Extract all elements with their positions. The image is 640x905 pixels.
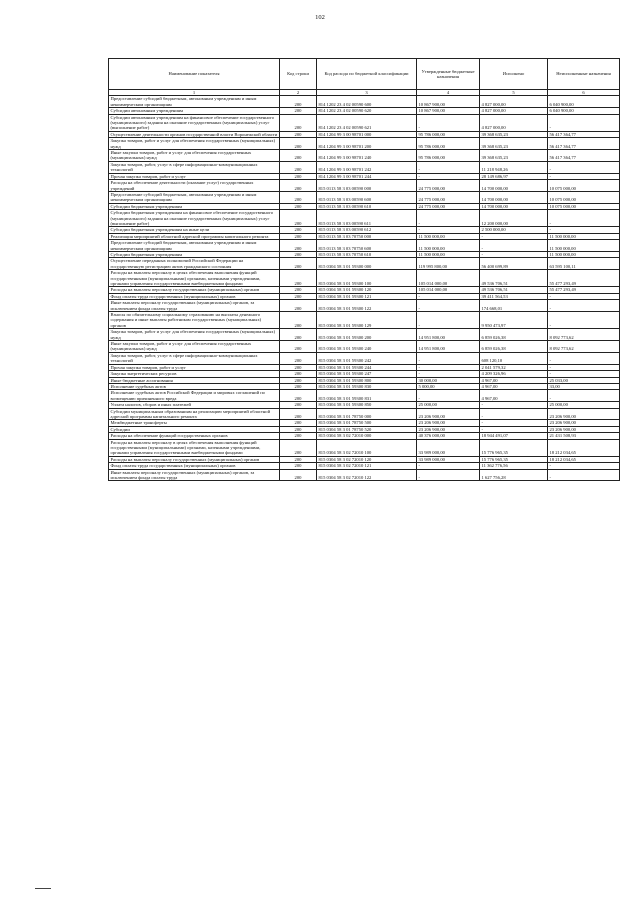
- row-name: Закупка товаров, работ, услуг в сфере информационно-коммуникационных технологий: [109, 352, 280, 364]
- row-budget-code: 815 0304 58 3 02 72010 121: [317, 463, 417, 469]
- row-unexecuted: 56 417 364,77: [548, 131, 620, 137]
- row-budget-code: 815 0304 58 3 01 78750 000: [317, 408, 417, 420]
- row-executed: 4 827 000,00: [480, 108, 548, 114]
- col-header-line-code: Код строки: [280, 59, 317, 90]
- row-line-code: 200: [280, 173, 317, 179]
- row-approved: -: [417, 390, 480, 402]
- row-executed: 39 368 635,23: [480, 131, 548, 137]
- row-name: Субсидии автономным учреждениям: [109, 108, 280, 114]
- row-executed: 9 950 473,97: [480, 312, 548, 329]
- row-line-code: 200: [280, 210, 317, 227]
- row-name: Закупка энергетических ресурсов: [109, 371, 280, 377]
- row-budget-code: 815 0113 58 3 03 00590 611: [317, 210, 417, 227]
- row-executed: 11 218 948,26: [480, 161, 548, 173]
- row-name: Предоставление субсидий бюджетным, автономным учреждениям и иным некоммерческим организациям: [109, 240, 280, 252]
- row-line-code: 200: [280, 456, 317, 462]
- row-executed: 1 627 756,28: [480, 469, 548, 481]
- row-name: Закупка товаров, работ, услуг в сфере информационно-коммуникационных технологий: [109, 161, 280, 173]
- row-unexecuted: 23 206 900,00: [548, 420, 620, 426]
- row-name: Осуществление деятельности органов государственной власти Воронежской области: [109, 131, 280, 137]
- row-name: Прочая закупка товаров, работ и услуг: [109, 173, 280, 179]
- row-unexecuted: 23 206 900,00: [548, 408, 620, 420]
- row-line-code: 200: [280, 191, 317, 203]
- row-budget-code: 814 1204 99 3 00 98701 200: [317, 138, 417, 150]
- row-name: Предоставление субсидий бюджетным, автономным учреждениям и иным некоммерческим организациям: [109, 96, 280, 108]
- row-name: Закупка товаров, работ и услуг для обеспечения государственных (муниципальных) нужд: [109, 138, 280, 150]
- row-executed: -: [480, 240, 548, 252]
- row-executed: 39 411 564,53: [480, 293, 548, 299]
- row-unexecuted: -: [548, 293, 620, 299]
- row-unexecuted: -: [548, 390, 620, 402]
- row-executed: 4 967,00: [480, 377, 548, 383]
- row-approved: 23 206 900,00: [417, 408, 480, 420]
- row-name: Субсидии муниципальным образованиям на реализацию мероприятий областной адресной программы капитального ремонта: [109, 408, 280, 420]
- table-row: [109, 352, 620, 364]
- row-line-code: 200: [280, 96, 317, 108]
- row-name: Уплата налогов, сборов и иных платежей: [109, 402, 280, 408]
- row-line-code: 200: [280, 420, 317, 426]
- row-line-code: 200: [280, 329, 317, 341]
- row-line-code: 200: [280, 258, 317, 270]
- row-budget-code: 815 0304 58 3 01 59300 244: [317, 364, 417, 370]
- row-budget-code: 815 0113 58 3 03 00590 610: [317, 203, 417, 209]
- row-budget-code: 815 0113 58 3 03 70750 000: [317, 233, 417, 239]
- row-unexecuted: 11 500 000,00: [548, 251, 620, 257]
- row-executed: 174 668,01: [480, 300, 548, 312]
- row-budget-code: 815 0304 58 3 02 72010 122: [317, 469, 417, 481]
- row-unexecuted: 25 033,00: [548, 377, 620, 383]
- footer-divider: [35, 888, 51, 889]
- row-budget-code: 815 0304 58 3 01 59300 831: [317, 390, 417, 402]
- row-name: Иные выплаты персоналу государственных (муниципальных) органов, за исключением фонда оплаты труда: [109, 300, 280, 312]
- row-name: Расходы на выплаты персоналу государственных (муниципальных) органов: [109, 456, 280, 462]
- row-approved: -: [417, 352, 480, 364]
- row-approved: 25 000,00: [417, 402, 480, 408]
- row-name: Расходы на выплаты персоналу в целях обеспечения выполнения функций государственными (муниципальными) органами, казенными учреждениями, органами управления государственными внебюджетными фондами: [109, 439, 280, 456]
- col-number: 5: [480, 90, 548, 96]
- table-row: [109, 469, 620, 481]
- row-unexecuted: 10 075 000,00: [548, 191, 620, 203]
- row-line-code: 200: [280, 150, 317, 162]
- row-name: Прочая закупка товаров, работ и услуг: [109, 364, 280, 370]
- row-executed: 11 362 776,56: [480, 463, 548, 469]
- row-line-code: 200: [280, 463, 317, 469]
- row-approved: -: [417, 364, 480, 370]
- row-approved: 33 989 000,00: [417, 456, 480, 462]
- row-name: Иные бюджетные ассигнования: [109, 377, 280, 383]
- row-name: Расходы на обеспечение деятельности (оказание услуг) государственных учреждений: [109, 180, 280, 192]
- row-name: Субсидии автономным учреждениям на финансовое обеспечение государственного (муниципального) задания на оказание государственных (муниципальных) услуг (выполнение работ): [109, 114, 280, 131]
- row-unexecuted: 33,00: [548, 383, 620, 389]
- row-unexecuted: 6 040 900,00: [548, 108, 620, 114]
- row-unexecuted: 6 040 900,00: [548, 96, 620, 108]
- col-number: 6: [548, 90, 620, 96]
- row-unexecuted: 8 092 773,62: [548, 329, 620, 341]
- row-unexecuted: -: [548, 352, 620, 364]
- row-budget-code: 814 1204 99 3 00 98701 240: [317, 150, 417, 162]
- row-unexecuted: 21 431 508,93: [548, 433, 620, 439]
- row-budget-code: 815 0304 58 3 01 59300 120: [317, 287, 417, 293]
- row-budget-code: 815 0304 58 3 01 59300 800: [317, 377, 417, 383]
- table-row: [109, 191, 620, 203]
- row-executed: -: [480, 402, 548, 408]
- row-executed: 14 700 000,00: [480, 180, 548, 192]
- row-name: Осуществление переданных полномочий Российской Федерации на государственную регистрацию актов гражданского состояния: [109, 258, 280, 270]
- row-executed: 39 368 635,23: [480, 138, 548, 150]
- row-unexecuted: 56 417 364,77: [548, 138, 620, 150]
- row-approved: -: [417, 300, 480, 312]
- row-unexecuted: -: [548, 300, 620, 312]
- row-line-code: 200: [280, 439, 317, 456]
- row-executed: 56 400 699,89: [480, 258, 548, 270]
- row-approved: 119 995 800,00: [417, 258, 480, 270]
- row-budget-code: 815 0304 58 3 01 59300 000: [317, 258, 417, 270]
- row-approved: -: [417, 161, 480, 173]
- row-executed: 4 967,00: [480, 390, 548, 402]
- row-executed: 4 827 000,00: [480, 114, 548, 131]
- row-executed: 4 209 326,96: [480, 371, 548, 377]
- row-executed: 6 859 026,38: [480, 341, 548, 353]
- row-line-code: 200: [280, 287, 317, 293]
- row-name: Иные выплаты персоналу государственных (муниципальных) органов, за исключением фонда оплаты труда: [109, 469, 280, 481]
- row-approved: -: [417, 293, 480, 299]
- row-unexecuted: 55 477 293,49: [548, 287, 620, 293]
- table-row: [109, 439, 620, 456]
- table-row: [109, 258, 620, 270]
- row-line-code: 200: [280, 240, 317, 252]
- row-unexecuted: 56 417 364,77: [548, 150, 620, 162]
- table-row: [109, 96, 620, 108]
- row-line-code: 200: [280, 293, 317, 299]
- table-row: [109, 180, 620, 192]
- table-row: [109, 341, 620, 353]
- row-name: Субсидии бюджетным учреждениям: [109, 251, 280, 257]
- col-header-unexecuted: Неисполненные назначения: [548, 59, 620, 90]
- row-approved: 24 775 000,00: [417, 191, 480, 203]
- row-name: Исполнение судебных актов: [109, 383, 280, 389]
- row-budget-code: 814 1202 23 4 02 00590 621: [317, 114, 417, 131]
- row-executed: 4 967,00: [480, 383, 548, 389]
- row-approved: -: [417, 469, 480, 481]
- row-line-code: 200: [280, 371, 317, 377]
- table-row: [109, 408, 620, 420]
- row-unexecuted: -: [548, 469, 620, 481]
- row-budget-code: 815 0113 58 3 03 00590 000: [317, 180, 417, 192]
- row-name: Взносы по обязательному социальному страхованию на выплаты денежного содержания и иные выплаты работникам государственных (муниципальных) органов: [109, 312, 280, 329]
- row-unexecuted: 63 595 100,11: [548, 258, 620, 270]
- row-name: Расходы на обеспечение функций государственных органов: [109, 433, 280, 439]
- row-approved: -: [417, 114, 480, 131]
- row-unexecuted: 10 075 000,00: [548, 203, 620, 209]
- row-budget-code: 815 0113 58 3 03 00590 612: [317, 227, 417, 233]
- row-unexecuted: 25 000,00: [548, 402, 620, 408]
- row-executed: 49 536 706,51: [480, 287, 548, 293]
- table-row: [109, 138, 620, 150]
- row-name: Субсидии: [109, 426, 280, 432]
- row-budget-code: 814 1204 99 3 00 98701 242: [317, 161, 417, 173]
- row-budget-code: 815 0304 58 3 01 59300 129: [317, 312, 417, 329]
- row-executed: -: [480, 408, 548, 420]
- row-executed: 18 944 491,07: [480, 433, 548, 439]
- row-line-code: 200: [280, 114, 317, 131]
- row-executed: 15 776 965,35: [480, 439, 548, 456]
- row-budget-code: 815 0304 58 3 01 59300 242: [317, 352, 417, 364]
- row-budget-code: 815 0304 58 3 02 72010 100: [317, 439, 417, 456]
- table-row: [109, 210, 620, 227]
- row-budget-code: 814 1204 99 3 00 98701 000: [317, 131, 417, 137]
- row-name: Субсидии бюджетным учреждениям на финансовое обеспечение государственного (муниципального) задания на оказание государственных (муниципальных) услуг (выполнение работ): [109, 210, 280, 227]
- budget-execution-table: [108, 58, 620, 481]
- row-unexecuted: 18 212 034,65: [548, 456, 620, 462]
- row-unexecuted: 8 092 773,62: [548, 341, 620, 353]
- row-line-code: 200: [280, 300, 317, 312]
- row-name: Фонд оплаты труда государственных (муниципальных) органов: [109, 293, 280, 299]
- row-unexecuted: -: [548, 312, 620, 329]
- row-line-code: 200: [280, 161, 317, 173]
- row-line-code: 200: [280, 312, 317, 329]
- row-unexecuted: 23 206 900,00: [548, 426, 620, 432]
- row-approved: 95 786 000,00: [417, 150, 480, 162]
- row-approved: 14 951 800,00: [417, 341, 480, 353]
- row-executed: 39 368 635,23: [480, 150, 548, 162]
- row-executed: 28 149 686,97: [480, 173, 548, 179]
- row-line-code: 200: [280, 433, 317, 439]
- row-name: Исполнение судебных актов Российской Федерации и мировых соглашений по возмещению причиненного вреда: [109, 390, 280, 402]
- table-row: [109, 312, 620, 329]
- col-number: 2: [280, 90, 317, 96]
- row-budget-code: 815 0304 58 3 01 59300 240: [317, 341, 417, 353]
- table-header-row: [109, 59, 620, 90]
- row-approved: 11 500 000,00: [417, 251, 480, 257]
- row-line-code: 200: [280, 377, 317, 383]
- row-approved: 24 775 000,00: [417, 180, 480, 192]
- row-budget-code: 815 0304 58 3 02 72010 120: [317, 456, 417, 462]
- row-approved: 40 376 000,00: [417, 433, 480, 439]
- row-approved: -: [417, 227, 480, 233]
- row-unexecuted: 55 477 293,49: [548, 270, 620, 287]
- table-row: [109, 300, 620, 312]
- row-executed: 2 041 579,32: [480, 364, 548, 370]
- row-executed: 6 859 026,38: [480, 329, 548, 341]
- row-unexecuted: -: [548, 227, 620, 233]
- col-number: 4: [417, 90, 480, 96]
- row-line-code: 200: [280, 426, 317, 432]
- row-budget-code: 814 1202 23 4 02 00590 620: [317, 108, 417, 114]
- col-header-budget-code: Код расхода по бюджетной классификации: [317, 59, 417, 90]
- col-number: 1: [109, 90, 280, 96]
- row-approved: 105 014 000,00: [417, 270, 480, 287]
- row-unexecuted: 11 500 000,00: [548, 233, 620, 239]
- row-name: Иные закупки товаров, работ и услуг для обеспечения государственных (муниципальных) нужд: [109, 150, 280, 162]
- table-row: [109, 270, 620, 287]
- row-approved: -: [417, 371, 480, 377]
- row-executed: -: [480, 251, 548, 257]
- row-budget-code: 815 0113 58 3 03 70750 610: [317, 251, 417, 257]
- row-approved: 95 786 000,00: [417, 138, 480, 150]
- row-unexecuted: -: [548, 161, 620, 173]
- row-budget-code: 815 0304 58 3 01 59300 850: [317, 402, 417, 408]
- row-approved: 14 951 800,00: [417, 329, 480, 341]
- row-approved: -: [417, 312, 480, 329]
- row-budget-code: 815 0304 58 3 01 78750 500: [317, 420, 417, 426]
- row-line-code: 200: [280, 408, 317, 420]
- table-row: [109, 161, 620, 173]
- row-approved: 10 867 900,00: [417, 108, 480, 114]
- row-approved: 24 775 000,00: [417, 203, 480, 209]
- row-unexecuted: 11 500 000,00: [548, 240, 620, 252]
- row-approved: 30 000,00: [417, 377, 480, 383]
- row-unexecuted: -: [548, 364, 620, 370]
- row-line-code: 200: [280, 233, 317, 239]
- table-row: [109, 114, 620, 131]
- row-executed: 12 200 000,00: [480, 210, 548, 227]
- row-line-code: 200: [280, 138, 317, 150]
- row-name: Субсидии бюджетным учреждениям на иные цели: [109, 227, 280, 233]
- row-line-code: 200: [280, 270, 317, 287]
- row-line-code: 200: [280, 108, 317, 114]
- row-executed: 2 500 000,00: [480, 227, 548, 233]
- row-unexecuted: -: [548, 114, 620, 131]
- row-line-code: 200: [280, 352, 317, 364]
- row-executed: 608 120,10: [480, 352, 548, 364]
- row-approved: 5 000,00: [417, 383, 480, 389]
- row-name: Реализация мероприятий областной адресной программы капитального ремонта: [109, 233, 280, 239]
- row-executed: -: [480, 420, 548, 426]
- row-unexecuted: 10 075 000,00: [548, 180, 620, 192]
- row-line-code: 200: [280, 390, 317, 402]
- row-line-code: 200: [280, 227, 317, 233]
- row-name: Межбюджетные трансферты: [109, 420, 280, 426]
- row-approved: -: [417, 210, 480, 227]
- row-executed: 15 776 965,35: [480, 456, 548, 462]
- row-unexecuted: -: [548, 210, 620, 227]
- row-budget-code: 815 0113 58 3 03 00590 600: [317, 191, 417, 203]
- row-executed: -: [480, 233, 548, 239]
- row-executed: 49 536 706,51: [480, 270, 548, 287]
- table-row: [109, 390, 620, 402]
- row-budget-code: 815 0304 58 3 01 59300 100: [317, 270, 417, 287]
- row-line-code: 200: [280, 341, 317, 353]
- row-approved: 10 867 900,00: [417, 96, 480, 108]
- row-approved: 33 989 000,00: [417, 439, 480, 456]
- row-budget-code: 815 0304 58 3 01 59300 122: [317, 300, 417, 312]
- row-unexecuted: 18 212 034,65: [548, 439, 620, 456]
- col-header-approved: Утвержденные бюджетные назначения: [417, 59, 480, 90]
- row-budget-code: 815 0304 58 3 01 59300 200: [317, 329, 417, 341]
- row-line-code: 200: [280, 131, 317, 137]
- row-executed: 14 700 000,00: [480, 191, 548, 203]
- row-name: Иные закупки товаров, работ и услуг для обеспечения государственных (муниципальных) нужд: [109, 341, 280, 353]
- row-executed: 14 700 000,00: [480, 203, 548, 209]
- table-row: [109, 150, 620, 162]
- row-unexecuted: -: [548, 463, 620, 469]
- col-header-executed: Исполнено: [480, 59, 548, 90]
- row-line-code: 200: [280, 402, 317, 408]
- row-name: Расходы на выплаты персоналу государственных (муниципальных) органов: [109, 287, 280, 293]
- row-approved: 23 206 900,00: [417, 426, 480, 432]
- row-approved: -: [417, 173, 480, 179]
- row-approved: 11 500 000,00: [417, 240, 480, 252]
- row-name: Расходы на выплаты персоналу в целях обеспечения выполнения функций государственными (муниципальными) органами, казенными учреждениями, органами управления государственными внебюджетными фондами: [109, 270, 280, 287]
- row-unexecuted: -: [548, 173, 620, 179]
- row-approved: 95 786 000,00: [417, 131, 480, 137]
- row-budget-code: 815 0304 58 3 01 59300 247: [317, 371, 417, 377]
- col-number: 3: [317, 90, 417, 96]
- row-budget-code: 814 1202 23 4 02 00590 600: [317, 96, 417, 108]
- row-name: Предоставление субсидий бюджетным, автономным учреждениям и иным некоммерческим организациям: [109, 191, 280, 203]
- row-name: Субсидии бюджетным учреждениям: [109, 203, 280, 209]
- row-line-code: 200: [280, 203, 317, 209]
- row-budget-code: 814 1204 99 3 00 98701 244: [317, 173, 417, 179]
- row-line-code: 200: [280, 251, 317, 257]
- table-row: [109, 329, 620, 341]
- row-budget-code: 815 0304 58 3 01 78750 520: [317, 426, 417, 432]
- row-budget-code: 815 0304 58 3 01 59300 121: [317, 293, 417, 299]
- row-unexecuted: -: [548, 371, 620, 377]
- row-name: Фонд оплаты труда государственных (муниципальных) органов: [109, 463, 280, 469]
- page-number: 102: [315, 14, 325, 21]
- row-line-code: 200: [280, 469, 317, 481]
- col-header-name: Наименование показателя: [109, 59, 280, 90]
- row-line-code: 200: [280, 180, 317, 192]
- row-approved: 11 500 000,00: [417, 233, 480, 239]
- row-budget-code: 815 0304 58 3 01 59300 830: [317, 383, 417, 389]
- row-approved: -: [417, 463, 480, 469]
- row-budget-code: 815 0113 58 3 03 70750 600: [317, 240, 417, 252]
- row-executed: -: [480, 426, 548, 432]
- row-line-code: 200: [280, 364, 317, 370]
- row-executed: 4 827 000,00: [480, 96, 548, 108]
- row-name: Закупка товаров, работ и услуг для обеспечения государственных (муниципальных) нужд: [109, 329, 280, 341]
- table-row: [109, 240, 620, 252]
- row-approved: 105 014 000,00: [417, 287, 480, 293]
- row-approved: 23 206 900,00: [417, 420, 480, 426]
- row-line-code: 200: [280, 383, 317, 389]
- row-budget-code: 815 0304 58 3 02 72010 000: [317, 433, 417, 439]
